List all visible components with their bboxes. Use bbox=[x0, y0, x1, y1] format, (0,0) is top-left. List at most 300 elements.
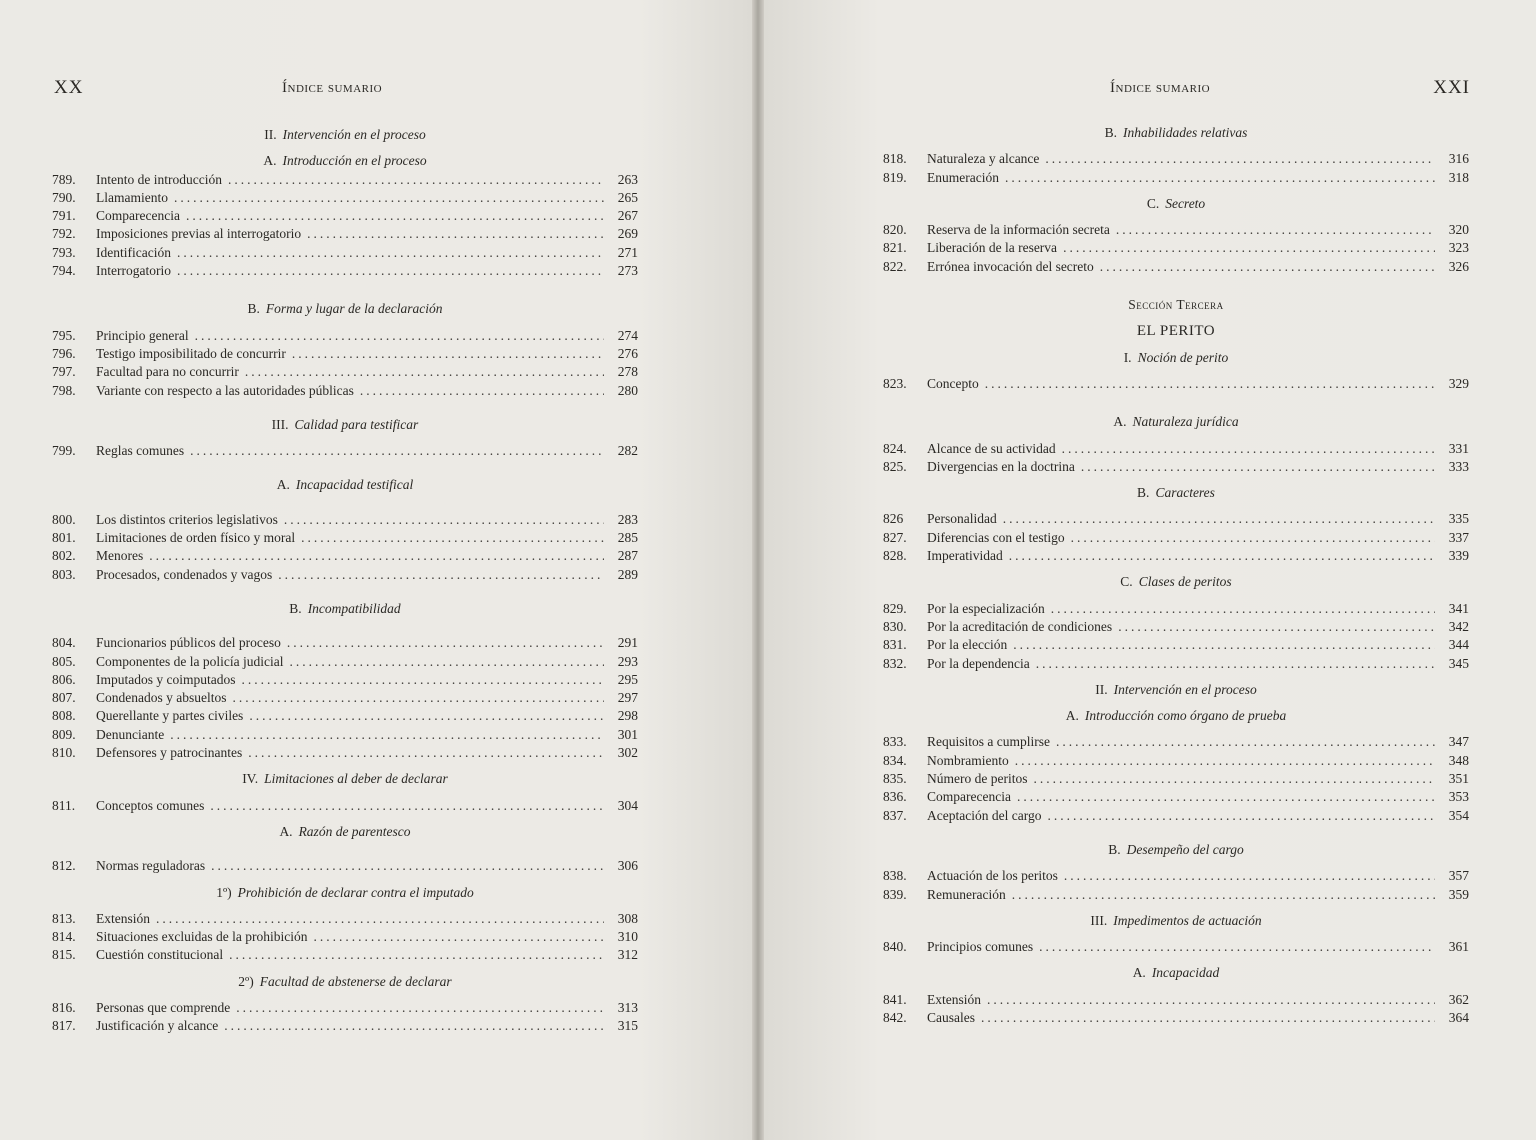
entry-title: Aceptación del cargo bbox=[927, 807, 1042, 823]
section-number: C. bbox=[1120, 574, 1133, 590]
page-number: XXI bbox=[1433, 77, 1470, 98]
section-heading bbox=[52, 884, 638, 902]
section-heading bbox=[52, 823, 638, 841]
spacer bbox=[883, 393, 1469, 413]
toc-entry bbox=[883, 788, 1469, 806]
spacer bbox=[883, 314, 1469, 322]
section-number: 2º) bbox=[238, 973, 254, 989]
entry-number: 801. bbox=[52, 530, 76, 546]
section-title: Limitaciones al deber de declarar bbox=[264, 771, 448, 787]
section-number: II. bbox=[1095, 681, 1108, 697]
entry-number: 814. bbox=[52, 929, 76, 945]
entry-number: 830. bbox=[883, 618, 907, 634]
entry-page: 280 bbox=[617, 382, 638, 398]
entry-title: Comparecencia bbox=[96, 208, 180, 224]
entry-title: Errónea invocación del secreto bbox=[927, 258, 1094, 274]
section-title: Intervención en el proceso bbox=[1113, 681, 1257, 697]
entry-page: 339 bbox=[1448, 548, 1469, 564]
dot-leader bbox=[190, 442, 604, 460]
section-number: IV. bbox=[242, 771, 259, 787]
toc-entry bbox=[883, 991, 1469, 1009]
dot-leader bbox=[211, 857, 604, 875]
toc-entry bbox=[883, 636, 1469, 654]
section-title: Noción de perito bbox=[1137, 349, 1229, 365]
entry-number: 811. bbox=[52, 797, 76, 813]
section-heading bbox=[883, 964, 1469, 982]
entry-number: 839. bbox=[883, 886, 907, 902]
section-number: B. bbox=[1108, 841, 1121, 857]
toc-entry bbox=[52, 171, 638, 189]
entry-number: 821. bbox=[883, 240, 907, 256]
entry-title: Por la dependencia bbox=[927, 655, 1030, 671]
toc-entry bbox=[52, 262, 638, 280]
entry-number: 824. bbox=[883, 440, 907, 456]
spacer bbox=[883, 859, 1469, 867]
toc-entry bbox=[883, 752, 1469, 770]
entry-number: 809. bbox=[52, 726, 76, 742]
chapter-heading: EL PERITO bbox=[1136, 323, 1216, 340]
dot-leader bbox=[1015, 752, 1435, 770]
spacer bbox=[883, 983, 1469, 991]
entry-title: Defensores y patrocinantes bbox=[96, 745, 243, 761]
spacer bbox=[52, 876, 638, 884]
spacer bbox=[52, 762, 638, 770]
entry-number: 819. bbox=[883, 169, 907, 185]
section-title: Inhabilidades relativas bbox=[1123, 125, 1248, 140]
toc-entry bbox=[52, 744, 638, 762]
entry-number: 831. bbox=[883, 637, 907, 653]
entry-number: 815. bbox=[52, 947, 76, 963]
toc-entry bbox=[52, 529, 638, 547]
entry-title: Liberación de la reserva bbox=[927, 240, 1058, 256]
entry-title: Limitaciones de orden físico y moral bbox=[96, 530, 296, 546]
section-title: Prohibición de declarar contra el imputado bbox=[237, 884, 474, 900]
entry-page: 323 bbox=[1448, 240, 1469, 256]
entry-title: Querellante y partes civiles bbox=[96, 708, 244, 724]
entry-title: Extensión bbox=[927, 991, 981, 1007]
dot-leader bbox=[210, 797, 604, 815]
entry-page: 345 bbox=[1448, 655, 1469, 671]
dot-leader bbox=[1017, 788, 1435, 806]
section-number: III. bbox=[1090, 912, 1108, 928]
section-heading bbox=[52, 126, 638, 144]
dot-leader bbox=[186, 207, 604, 225]
dot-leader bbox=[1013, 636, 1435, 654]
entry-page: 331 bbox=[1448, 440, 1469, 456]
entry-title: Concepto bbox=[927, 375, 979, 391]
entry-number: 807. bbox=[52, 690, 76, 706]
toc-entry bbox=[883, 239, 1469, 257]
entry-page: 310 bbox=[617, 929, 638, 945]
entry-page: 364 bbox=[1448, 1009, 1469, 1025]
entry-page: 318 bbox=[1448, 169, 1469, 185]
entry-number: 818. bbox=[883, 151, 907, 167]
entry-number: 804. bbox=[52, 635, 76, 651]
dot-leader bbox=[1009, 547, 1435, 565]
spacer bbox=[883, 673, 1469, 681]
right-page bbox=[764, 0, 1536, 1140]
entry-title: Reglas comunes bbox=[96, 443, 185, 459]
section-number: I. bbox=[1123, 349, 1132, 365]
toc-entry bbox=[52, 928, 638, 946]
toc-entry bbox=[883, 618, 1469, 636]
dot-leader bbox=[1062, 440, 1435, 458]
entry-number: 836. bbox=[883, 789, 907, 805]
entry-title: Enumeración bbox=[927, 169, 999, 185]
entry-page: 295 bbox=[617, 671, 638, 687]
entry-page: 293 bbox=[617, 653, 638, 669]
entry-title: Por la especialización bbox=[927, 600, 1045, 616]
dot-leader bbox=[248, 744, 604, 762]
dot-leader bbox=[245, 363, 604, 381]
entry-page: 285 bbox=[617, 530, 638, 546]
entry-page: 333 bbox=[1448, 458, 1469, 474]
entry-page: 306 bbox=[617, 858, 638, 874]
entry-number: 837. bbox=[883, 807, 907, 823]
entry-page: 316 bbox=[1448, 151, 1469, 167]
entry-title: Requisitos a cumplirse bbox=[927, 734, 1050, 750]
dot-leader bbox=[360, 382, 604, 400]
spacer bbox=[883, 825, 1469, 841]
entry-number: 841. bbox=[883, 991, 907, 1007]
dot-leader bbox=[224, 1017, 604, 1035]
entry-page: 301 bbox=[617, 726, 638, 742]
toc-entry bbox=[52, 547, 638, 565]
entry-title: Situaciones excluidas de la prohibición bbox=[96, 929, 308, 945]
dot-leader bbox=[307, 225, 604, 243]
entry-number: 820. bbox=[883, 222, 907, 238]
entry-number: 835. bbox=[883, 771, 907, 787]
entry-number: 798. bbox=[52, 382, 76, 398]
toc-entry bbox=[52, 345, 638, 363]
entry-page: 335 bbox=[1448, 511, 1469, 527]
dot-leader bbox=[1064, 867, 1435, 885]
entry-page: 341 bbox=[1448, 600, 1469, 616]
dot-leader bbox=[301, 529, 604, 547]
section-title: Introducción como órgano de prueba bbox=[1084, 708, 1287, 724]
spacer bbox=[883, 699, 1469, 707]
dot-leader bbox=[1036, 655, 1435, 673]
entry-title: Llamamiento bbox=[96, 189, 168, 205]
entry-title: Intento de introducción bbox=[96, 171, 222, 187]
dot-leader bbox=[292, 345, 604, 363]
entry-number: 803. bbox=[52, 566, 76, 582]
toc-entry bbox=[883, 458, 1469, 476]
dot-leader bbox=[1039, 938, 1435, 956]
entry-number: 799. bbox=[52, 443, 76, 459]
entry-number: 810. bbox=[52, 745, 76, 761]
section-title: Impedimentos de actuación bbox=[1113, 912, 1262, 928]
entry-page: 269 bbox=[617, 226, 638, 242]
entry-number: 813. bbox=[52, 910, 76, 926]
section-heading bbox=[883, 349, 1469, 367]
entry-page: 278 bbox=[617, 364, 638, 380]
entry-title: Principios comunes bbox=[927, 939, 1034, 955]
toc-entry bbox=[52, 726, 638, 744]
entry-number: 822. bbox=[883, 258, 907, 274]
spacer bbox=[52, 618, 638, 634]
dot-leader bbox=[1118, 618, 1435, 636]
entry-page: 302 bbox=[617, 745, 638, 761]
spacer bbox=[883, 725, 1469, 733]
section-heading bbox=[52, 973, 638, 991]
spacer bbox=[883, 367, 1469, 375]
section-heading bbox=[883, 912, 1469, 930]
spacer bbox=[52, 434, 638, 442]
spacer bbox=[883, 276, 1469, 296]
entry-title: Remuneración bbox=[927, 886, 1006, 902]
running-header: Índice sumario bbox=[282, 80, 383, 96]
dot-leader bbox=[228, 171, 604, 189]
section-title: Introducción en el proceso bbox=[282, 153, 427, 169]
section-title: Incapacidad bbox=[1151, 965, 1220, 981]
entry-page: 354 bbox=[1448, 807, 1469, 823]
entry-page: 276 bbox=[617, 345, 638, 361]
spacer bbox=[52, 144, 638, 152]
entry-number: 823. bbox=[883, 375, 907, 391]
page-number: XX bbox=[54, 77, 84, 98]
entry-title: Conceptos comunes bbox=[96, 797, 205, 813]
entry-title: Naturaleza y alcance bbox=[927, 151, 1040, 167]
section-number: B. bbox=[1137, 485, 1150, 501]
spacer bbox=[883, 341, 1469, 349]
spacer bbox=[52, 965, 638, 973]
toc-entry bbox=[52, 946, 638, 964]
entry-title: Justificación y alcance bbox=[96, 1018, 219, 1034]
entry-number: 795. bbox=[52, 327, 76, 343]
toc-entry bbox=[52, 857, 638, 875]
book-gutter bbox=[752, 0, 764, 1140]
section-title: Incapacidad testifical bbox=[295, 477, 414, 493]
entry-page: 320 bbox=[1448, 222, 1469, 238]
spacer bbox=[52, 280, 638, 300]
entry-title: Los distintos criterios legislativos bbox=[96, 511, 278, 527]
section-number: A. bbox=[279, 823, 293, 839]
dot-leader bbox=[289, 653, 604, 671]
section-number: C. bbox=[1146, 195, 1160, 211]
entry-page: 344 bbox=[1448, 637, 1469, 653]
section-number: III. bbox=[271, 416, 289, 432]
toc-entry bbox=[52, 689, 638, 707]
entry-number: 790. bbox=[52, 189, 76, 205]
entry-number: 800. bbox=[52, 511, 76, 527]
section-number: A. bbox=[1132, 965, 1146, 981]
toc-entry bbox=[52, 327, 638, 345]
entry-title: Procesados, condenados y vagos bbox=[96, 566, 273, 582]
section-number: B. bbox=[289, 600, 302, 616]
spacer bbox=[883, 142, 1469, 150]
toc-entry bbox=[52, 189, 638, 207]
toc-entry bbox=[52, 442, 638, 460]
entry-number: 794. bbox=[52, 263, 76, 279]
spacer bbox=[52, 815, 638, 823]
dot-leader bbox=[1047, 807, 1435, 825]
entry-title: Principio general bbox=[96, 327, 189, 343]
section-title: Desempeño del cargo bbox=[1126, 841, 1244, 857]
section-heading bbox=[52, 600, 638, 618]
entry-page: 287 bbox=[617, 548, 638, 564]
spacer bbox=[52, 495, 638, 511]
entry-number: 805. bbox=[52, 653, 76, 669]
entry-number: 827. bbox=[883, 529, 907, 545]
dot-leader bbox=[1081, 458, 1435, 476]
entry-title: Condenados y absueltos bbox=[96, 690, 227, 706]
entry-number: 842. bbox=[883, 1009, 907, 1025]
section-title: Naturaleza jurídica bbox=[1132, 414, 1239, 430]
toc-entry bbox=[52, 910, 638, 928]
toc-list-left bbox=[52, 126, 638, 1036]
section-heading bbox=[883, 681, 1469, 699]
entry-page: 274 bbox=[617, 327, 638, 343]
section-heading bbox=[883, 484, 1469, 502]
toc-entry bbox=[883, 807, 1469, 825]
entry-number: 793. bbox=[52, 244, 76, 260]
toc-entry bbox=[52, 653, 638, 671]
entry-page: 361 bbox=[1448, 939, 1469, 955]
entry-title: Comparecencia bbox=[927, 789, 1011, 805]
dot-leader bbox=[170, 726, 604, 744]
entry-number: 817. bbox=[52, 1018, 76, 1034]
entry-page: 351 bbox=[1448, 771, 1469, 787]
spacer bbox=[52, 902, 638, 910]
entry-number: 833. bbox=[883, 734, 907, 750]
dot-leader bbox=[195, 327, 604, 345]
dot-leader bbox=[174, 189, 604, 207]
section-number: B. bbox=[247, 301, 260, 317]
section-title: Clases de peritos bbox=[1138, 574, 1232, 590]
spacer bbox=[52, 460, 638, 476]
entry-page: 298 bbox=[617, 708, 638, 724]
section-number: 1º) bbox=[216, 884, 232, 900]
toc-entry bbox=[52, 225, 638, 243]
toc-entry bbox=[883, 221, 1469, 239]
dot-leader bbox=[177, 244, 604, 262]
entry-title: Número de peritos bbox=[927, 771, 1028, 787]
dot-leader bbox=[1063, 239, 1435, 257]
dot-leader bbox=[1100, 258, 1435, 276]
dot-leader bbox=[1116, 221, 1435, 239]
entry-title: Cuestión constitucional bbox=[96, 947, 224, 963]
spacer bbox=[883, 187, 1469, 195]
dot-leader bbox=[149, 547, 604, 565]
toc-entry bbox=[52, 207, 638, 225]
dot-leader bbox=[177, 262, 604, 280]
dot-leader bbox=[1012, 886, 1435, 904]
entry-number: 797. bbox=[52, 364, 76, 380]
toc-entry bbox=[883, 529, 1469, 547]
entry-title: Componentes de la policía judicial bbox=[96, 653, 284, 669]
section-number: A. bbox=[1065, 708, 1079, 724]
entry-page: 297 bbox=[617, 690, 638, 706]
dot-leader bbox=[284, 511, 604, 529]
section-title: Caracteres bbox=[1155, 485, 1215, 501]
entry-page: 267 bbox=[617, 208, 638, 224]
spacer bbox=[52, 841, 638, 857]
toc-entry bbox=[52, 363, 638, 381]
spacer bbox=[883, 432, 1469, 440]
entry-page: 348 bbox=[1448, 752, 1469, 768]
left-page bbox=[0, 0, 752, 1140]
toc-entry bbox=[883, 655, 1469, 673]
spacer bbox=[883, 956, 1469, 964]
entry-title: Interrogatorio bbox=[96, 263, 171, 279]
section-heading bbox=[52, 152, 638, 170]
running-header: Índice sumario bbox=[1110, 80, 1211, 96]
entry-page: 342 bbox=[1448, 618, 1469, 634]
entry-title: Personalidad bbox=[927, 511, 997, 527]
toc-entry bbox=[52, 511, 638, 529]
section-title: Secreto bbox=[1165, 195, 1206, 211]
dot-leader bbox=[987, 991, 1435, 1009]
toc-entry bbox=[883, 150, 1469, 168]
entry-number: 829. bbox=[883, 600, 907, 616]
spacer bbox=[52, 400, 638, 416]
dot-leader bbox=[1005, 169, 1435, 187]
entry-page: 312 bbox=[617, 947, 638, 963]
section-number: A. bbox=[263, 153, 277, 169]
section-number: B. bbox=[1104, 125, 1117, 140]
entry-page: 353 bbox=[1448, 789, 1469, 805]
toc-entry bbox=[883, 547, 1469, 565]
dot-leader bbox=[1033, 770, 1435, 788]
entry-page: 359 bbox=[1448, 886, 1469, 902]
toc-entry bbox=[883, 510, 1469, 528]
entry-title: Imputados y coimputados bbox=[96, 671, 236, 687]
section-heading bbox=[52, 416, 638, 434]
entry-page: 265 bbox=[617, 189, 638, 205]
entry-page: 291 bbox=[617, 635, 638, 651]
entry-title: Funcionarios públicos del proceso bbox=[96, 635, 281, 651]
spacer bbox=[883, 502, 1469, 510]
dot-leader bbox=[241, 671, 604, 689]
section-number: A. bbox=[1113, 414, 1127, 430]
section-heading bbox=[52, 770, 638, 788]
dot-leader bbox=[313, 928, 604, 946]
entry-page: 283 bbox=[617, 511, 638, 527]
toc-entry bbox=[52, 1017, 638, 1035]
toc-entry bbox=[883, 258, 1469, 276]
section-number: II. bbox=[264, 127, 277, 142]
dot-leader bbox=[1045, 150, 1435, 168]
dot-leader bbox=[156, 910, 604, 928]
entry-number: 789. bbox=[52, 171, 76, 187]
entry-number: 812. bbox=[52, 858, 76, 874]
toc-entry bbox=[883, 1009, 1469, 1027]
spacer bbox=[883, 592, 1469, 600]
entry-number: 826 bbox=[883, 511, 904, 527]
toc-entry bbox=[52, 671, 638, 689]
entry-title: Causales bbox=[927, 1009, 975, 1025]
dot-leader bbox=[1071, 529, 1435, 547]
toc-entry bbox=[52, 797, 638, 815]
section-heading bbox=[52, 476, 638, 494]
entry-title: Menores bbox=[96, 548, 144, 564]
toc-entry bbox=[52, 244, 638, 262]
entry-page: 362 bbox=[1448, 991, 1469, 1007]
entry-number: 802. bbox=[52, 548, 76, 564]
entry-page: 313 bbox=[617, 999, 638, 1015]
section-title: Facultad de abstenerse de declarar bbox=[259, 973, 452, 989]
entry-title: Reserva de la información secreta bbox=[927, 222, 1110, 238]
entry-title: Variante con respecto a las autoridades públicas bbox=[96, 382, 354, 398]
entry-title: Por la elección bbox=[927, 637, 1008, 653]
section-title: Calidad para testificar bbox=[294, 416, 419, 432]
entry-page: 357 bbox=[1448, 868, 1469, 884]
entry-number: 816. bbox=[52, 999, 76, 1015]
entry-page: 263 bbox=[617, 171, 638, 187]
entry-number: 838. bbox=[883, 868, 907, 884]
dot-leader bbox=[1003, 510, 1435, 528]
